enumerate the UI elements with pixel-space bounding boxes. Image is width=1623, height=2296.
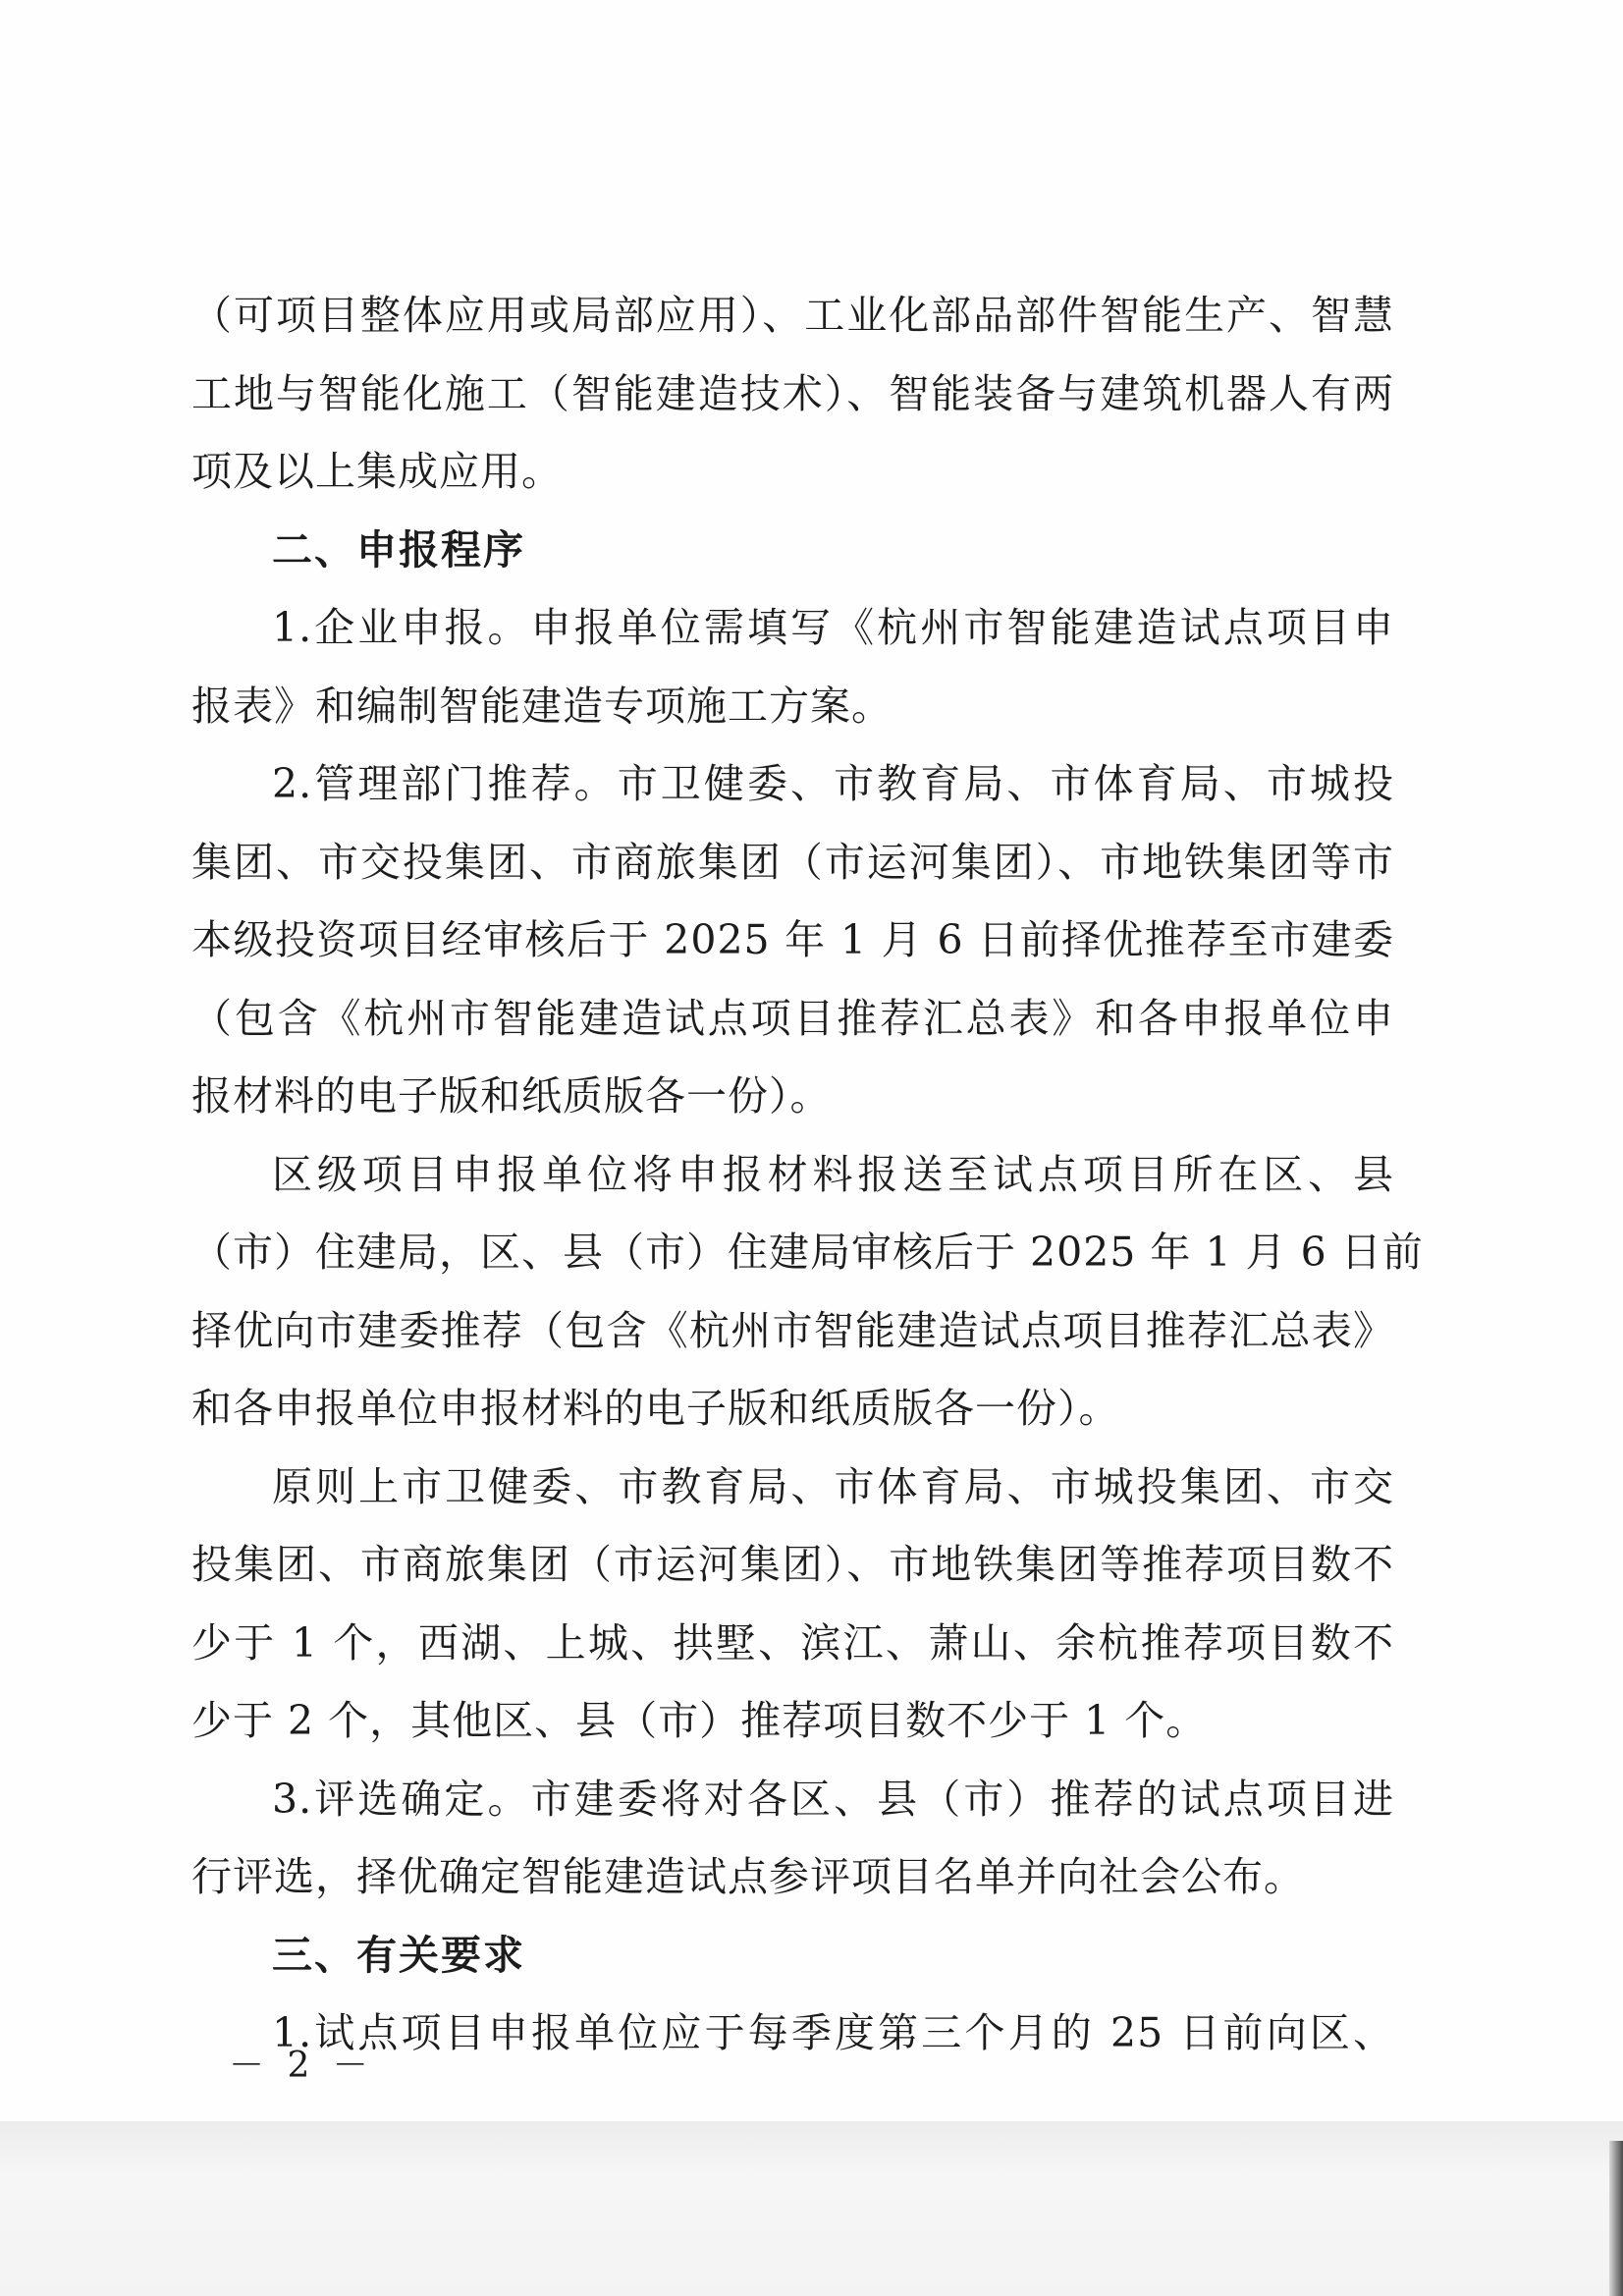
paragraph-line: 1.企业申报。申报单位需填写《杭州市智能建造试点项目申 bbox=[272, 604, 1394, 651]
paragraph-line: 报表》和编制智能建造专项施工方案。 bbox=[191, 682, 893, 730]
paragraph-line: 工地与智能化施工（智能建造技术）、智能装备与建筑机器人有两 bbox=[191, 369, 1394, 417]
section-heading-requirements: 三、有关要求 bbox=[272, 1931, 525, 1979]
paragraph-line: 少于 1 个，西湖、上城、拱墅、滨江、萧山、余杭推荐项目数不 bbox=[191, 1618, 1394, 1667]
paragraph-line: 和各申报单位申报材料的电子版和纸质版各一份）。 bbox=[191, 1385, 1120, 1432]
paragraph-line: 1.试点项目申报单位应于每季度第三个月的 25 日前向区、 bbox=[272, 2009, 1394, 2056]
paragraph-line: 行评选，择优确定智能建造试点参评项目名单并向社会公布。 bbox=[191, 1853, 1305, 1900]
scan-shadow-band bbox=[0, 2121, 1623, 2296]
paragraph-line: 区级项目申报单位将申报材料报送至试点项目所在区、县 bbox=[272, 1150, 1394, 1198]
paragraph-line: 原则上市卫健委、市教育局、市体育局、市城投集团、市交 bbox=[272, 1462, 1394, 1510]
paragraph-line: 集团、市交投集团、市商旅集团（市运河集团）、市地铁集团等市 bbox=[191, 838, 1394, 886]
page-number: － 2 － bbox=[229, 2046, 374, 2086]
section-heading-application-procedure: 二、申报程序 bbox=[272, 525, 525, 574]
paragraph-line: 3.评选确定。市建委将对各区、县（市）推荐的试点项目进 bbox=[272, 1775, 1394, 1823]
paragraph-line: （市）住建局，区、县（市）住建局审核后于 2025 年 1 月 6 日前 bbox=[191, 1229, 1424, 1276]
paragraph-line: 报材料的电子版和纸质版各一份）。 bbox=[191, 1072, 832, 1120]
paragraph-line: 投集团、市商旅集团（市运河集团）、市地铁集团等推荐项目数不 bbox=[191, 1541, 1394, 1588]
paragraph-line: 2.管理部门推荐。市卫健委、市教育局、市体育局、市城投 bbox=[272, 760, 1394, 807]
paragraph-line: 少于 2 个，其他区、县（市）推荐项目数不少于 1 个。 bbox=[191, 1697, 1208, 1744]
paragraph-line: （包含《杭州市智能建造试点项目推荐汇总表》和各申报单位申 bbox=[191, 994, 1394, 1042]
paragraph-line: （可项目整体应用或局部应用）、工业化部品部件智能生产、智慧 bbox=[191, 292, 1394, 339]
paragraph-line: 本级投资项目经审核后于 2025 年 1 月 6 日前择优推荐至市建委 bbox=[191, 916, 1394, 963]
paragraph-line: 择优向市建委推荐（包含《杭州市智能建造试点项目推荐汇总表》 bbox=[191, 1306, 1394, 1354]
paragraph-line: 项及以上集成应用。 bbox=[191, 448, 563, 495]
body-text bbox=[191, 277, 1424, 2073]
scan-edge-shadow bbox=[1609, 2141, 1623, 2296]
